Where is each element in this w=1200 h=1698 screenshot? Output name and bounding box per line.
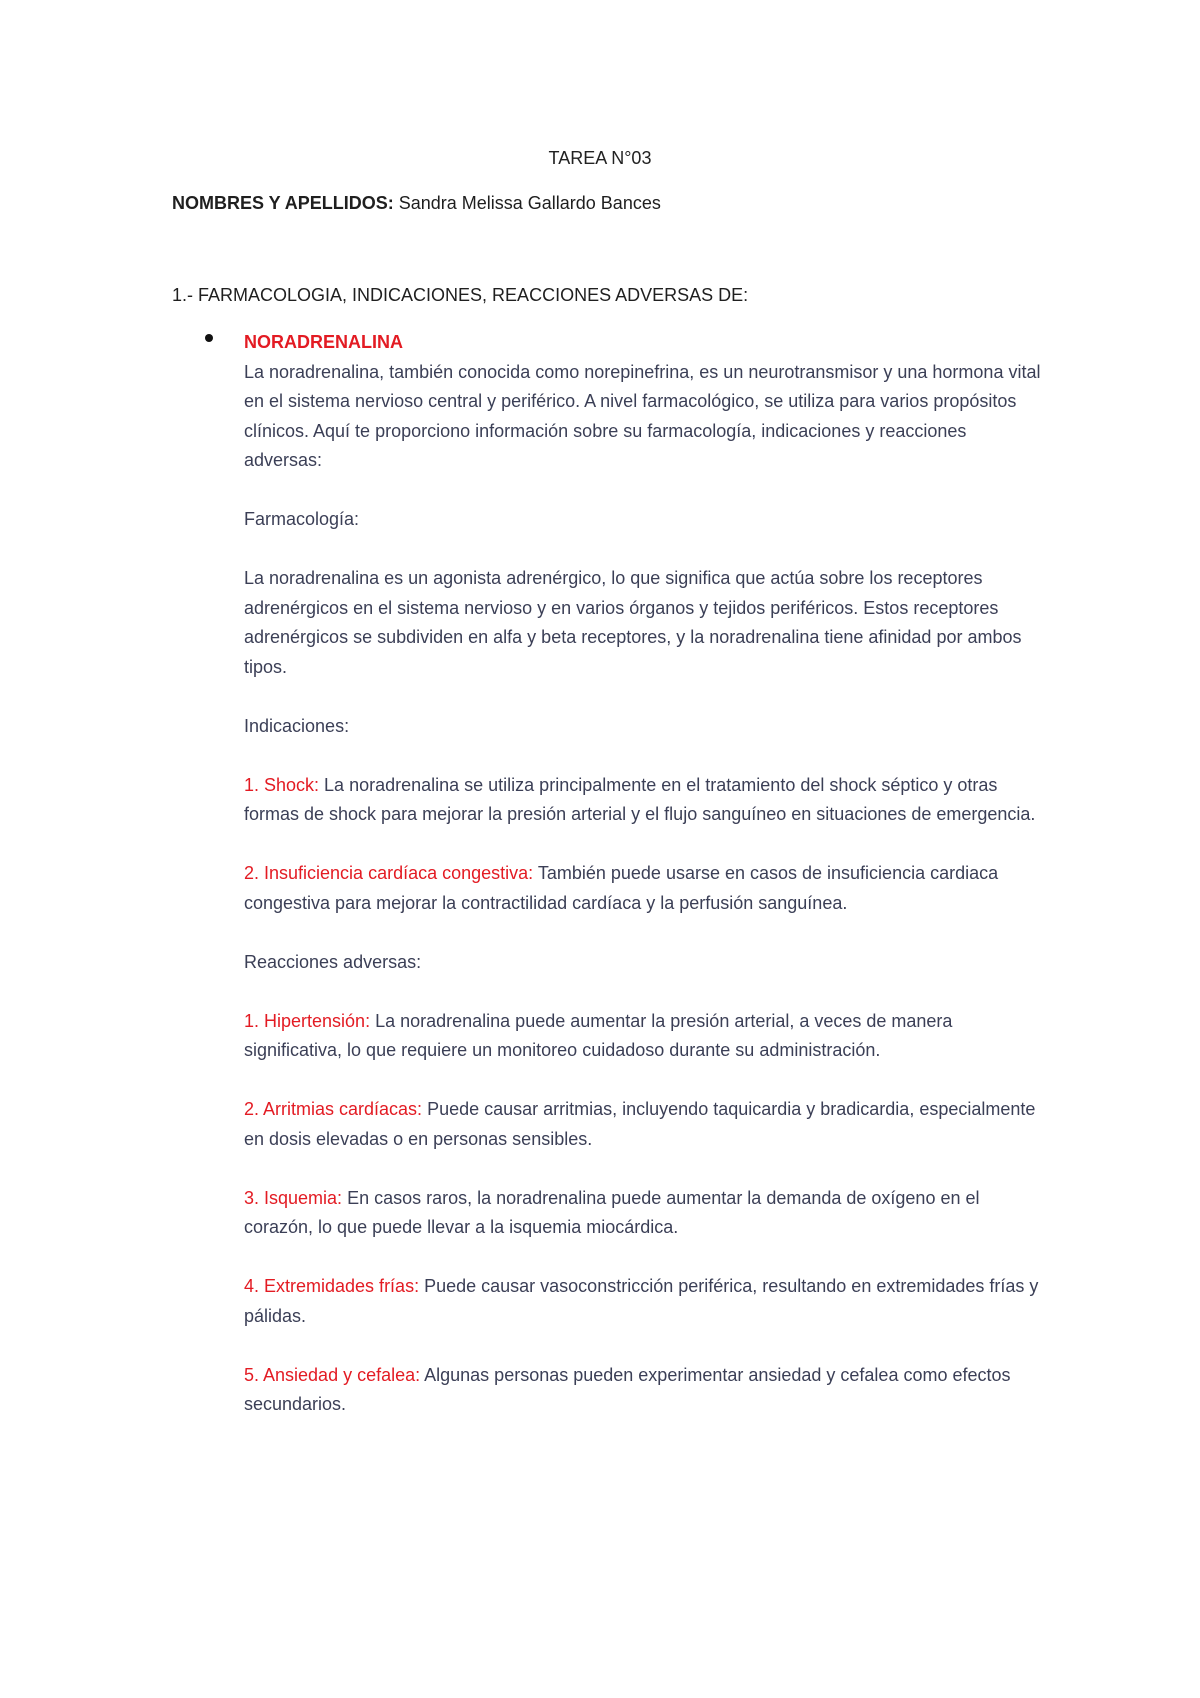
- names-value: Sandra Melissa Gallardo Bances: [393, 193, 661, 213]
- document-title: TAREA N°03: [548, 148, 652, 168]
- adverse-label: 3. Isquemia:: [244, 1187, 343, 1208]
- indication-label: 1. Shock:: [244, 774, 320, 795]
- adverse-text: Puede causar vasoconstricción periférica, resultando en extremidades frías y pálidas.: [244, 1276, 1039, 1326]
- adverse-text: En casos raros, la noradrenalina puede aumentar la demanda de oxígeno en el corazón, lo que puede llevar a la isquemia miocárdica.: [244, 1187, 980, 1237]
- indication-text: La noradrenalina se utiliza principalmente en el tratamiento del shock séptico y otras formas de shock para mejorar la presión arterial y el flujo sanguíneo en situaciones de emergencia.: [244, 774, 1036, 824]
- indication-label: 2. Insuficiencia cardíaca congestiva:: [244, 863, 534, 883]
- adverse-label: 2. Arritmias cardíacas:: [244, 1099, 423, 1119]
- adverse-item: [244, 1361, 1044, 1420]
- adverse-heading: Reacciones adversas:: [244, 951, 422, 972]
- pharmacology-text: La noradrenalina es un agonista adrenérgico, lo que significa que actúa sobre los receptores adrenérgicos en el sistema nervioso y en varios órganos y tejidos periféricos. Estos receptores adrenérgicos se subdividen en alfa y beta receptores, y la noradrenalina tiene afinidad por ambos tipos.: [244, 568, 1022, 677]
- adverse-label: 4. Extremidades frías:: [244, 1276, 420, 1296]
- student-name-line: [172, 191, 661, 215]
- adverse-text: Algunas personas pueden experimentar ansiedad y cefalea como efectos secundarios.: [244, 1364, 1011, 1414]
- adverse-label: 5. Ansiedad y cefalea:: [244, 1364, 421, 1385]
- indication-item: [244, 859, 1044, 918]
- adverse-item: [244, 1007, 1044, 1066]
- indications-heading: Indicaciones:: [244, 715, 350, 736]
- drug-name: NORADRENALINA: [244, 332, 403, 352]
- indication-text: También puede usarse en casos de insuficiencia cardiaca congestiva para mejorar la contractilidad cardíaca y la perfusión sanguínea.: [244, 863, 999, 913]
- adverse-item: [244, 1184, 1044, 1243]
- drug-content: [244, 328, 1044, 1420]
- pharmacology-heading: Farmacología:: [244, 509, 360, 529]
- names-label: NOMBRES Y APELLIDOS:: [172, 193, 394, 213]
- indication-item: [244, 771, 1044, 830]
- adverse-text: La noradrenalina puede aumentar la presión arterial, a veces de manera significativa, lo que requiere un monitoreo cuidadoso durante su administración.: [244, 1010, 953, 1060]
- adverse-text: Puede causar arritmias, incluyendo taquicardia y bradicardia, especialmente en dosis elevadas o en personas sensibles.: [244, 1099, 1036, 1149]
- adverse-label: 1. Hipertensión:: [244, 1010, 371, 1031]
- section-heading: 1.- FARMACOLOGIA, INDICACIONES, REACCIONES ADVERSAS DE:: [172, 285, 749, 305]
- adverse-item: [244, 1272, 1044, 1331]
- bullet-icon: [205, 334, 213, 342]
- drug-intro: La noradrenalina, también conocida como norepinefrina, es un neurotransmisor y una hormona vital en el sistema nervioso central y periférico. A nivel farmacológico, se utiliza para varios propósitos clínicos. Aquí te proporciono información sobre su farmacología, indicaciones y reacciones adversas:: [244, 361, 1041, 470]
- adverse-item: [244, 1095, 1044, 1154]
